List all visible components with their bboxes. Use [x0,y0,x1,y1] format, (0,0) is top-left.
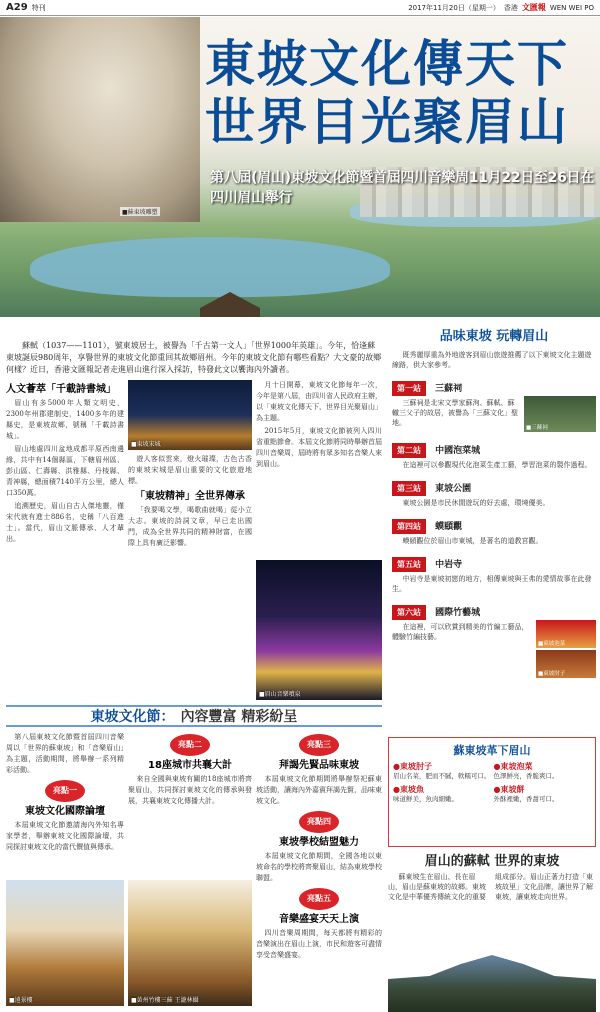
guide-intro: 既秀麗厚重為外地遊客到眉山旅遊推薦了以下東坡文化主題遊線路，供大家參考。 [392,351,592,369]
stop-desc: 在這裡，可以欣賞到精美的竹編工藝品，體驗竹編技藝。 [392,623,529,641]
itinerary-stop [388,552,600,594]
paragraph: 來自全國與東坡有關的18座城市將齊聚眉山，共同探討東坡文化的傳承與發展，共襄東坡文化傳播大計。 [128,775,252,805]
stop-body [392,620,596,678]
stop-place: 中國泡菜城 [435,446,481,456]
photo-caption: ■黃州竹樓三蘇 王瀧林攝 [131,997,199,1004]
pagoda-silhouette [388,952,596,1012]
food-item [393,784,491,804]
food-desc: 味道鮮美，魚肉細嫩。 [393,795,458,803]
hero-photo [0,17,600,317]
highlight-badge: 亮點三 [299,734,339,756]
highlight-title: 東坡學校結盟魅力 [279,837,359,848]
highlight-column-1 [6,732,124,855]
paragraph: 追溯歷史，眉山自古人傑地靈，僅宋代就有進士886名，史稱「八百進士」。當代，眉山文脈傳承、人才輩出。 [6,502,124,543]
highlight-badge: 亮點四 [299,811,339,833]
stop-place: 蟆頤觀 [435,522,463,532]
stop-body [392,396,596,432]
paragraph: 本屆東坡文化節邀請海內外知名專家學者，舉辦東坡文化國際論壇，共同探討東坡文化的當代價值與傳承。 [6,821,124,851]
highlight-title: 東坡文化國際論壇 [25,806,105,817]
section-band [6,705,382,727]
food-name: ●東坡餅 [493,785,525,794]
food-sidebox [388,737,596,847]
page-number: A29 [6,2,28,13]
paragraph: 眉山有多5000年人類文明史，2300年州郡建制史，1400多年的建縣史，是東坡故鄉，號稱「千載詩書城」。 [6,399,124,440]
food-photos [536,620,596,678]
photo-caption: ■東坡肘子 [538,671,566,677]
statue-caption: ■蘇東坡雕塑 [122,209,158,216]
highlight-badge: 亮點一 [45,780,85,802]
food-item [393,761,491,781]
stop-tag: 第二站 [392,443,426,458]
stop-tag: 第四站 [392,519,426,534]
itinerary-stop [388,600,600,678]
stop-desc: 三蘇祠是北宋文學家蘇洵、蘇軾、蘇轍三父子的故居，被譽為「三蘇文化」聖地。 [392,399,518,427]
badge-wrap [128,734,252,756]
intro-paragraph: 蘇軾（1037——1101），號東坡居士，被譽為「千古第一文人」「世界1000年英雄」。今年，恰逢蘇東坡誕辰980周年，享譽世界的東坡文化節重回其故鄉眉州。今年的東坡文化節有哪些看點？大文豪的故鄉何樣？近日，香港文匯報記者走進眉山進行深入採訪，特發此文以饗海內外讀者。 [6,341,382,374]
sansu-photo [524,396,596,432]
food-desc: 眉山名菜，肥而不膩，軟糯可口。 [393,772,491,780]
stop-tag: 第一站 [392,381,426,396]
itinerary-stop [388,376,600,432]
tower-photo [6,880,124,1006]
section-heading-2: 「東坡精神」全世界傳承 [135,491,245,502]
stop-desc: 蟆頤觀位於眉山市東城，是著名的道教宮觀。 [402,537,543,545]
food-desc: 色澤鮮亮，香脆爽口。 [493,772,559,780]
photo-caption: ■眉山音樂噴泉 [259,691,301,698]
badge-wrap [256,734,382,756]
brand-en: WEN WEI PO [549,3,594,12]
header-right [408,2,594,13]
brand-logo: 文匯報 [521,3,546,12]
paragraph: 遊人客似雲來，燈火璀璨，古色古香的東坡宋城是眉山重要的文化旅遊地標。 [128,455,252,485]
highlight-title: 18座城市共襄大計 [148,760,232,771]
highlight-badge: 亮點二 [170,734,210,756]
paragraph: 「我要喝文學，喝歌曲就喝」從小立大志。東坡的詩詞文章，早已走出國門，成為全世界共同的精神財富，在國際上具有廣泛影響。 [128,506,252,547]
sidebox-title: 蘇東坡革下眉山 [453,744,531,757]
stop-desc: 中岩寺是東坡初戀的地方，相傳東坡與王弗的愛情故事在此發生。 [392,575,592,593]
song-city-photo [128,380,252,450]
headline [205,35,569,151]
su-dongpo-statue [0,17,200,222]
paragraph: 2015年5月，東坡文化節被列入四川省重點節會。本屆文化節將同時舉辦首屆四川音樂周，屆時將有眾多知名音樂人來到眉山。 [256,427,382,468]
column-2 [128,454,252,551]
stop-tag: 第三站 [392,481,426,496]
pork-photo [536,650,596,678]
subheadline: 第八屆(眉山)東坡文化節暨首屆四川音樂周11月22日至26日在四川眉山舉行 [210,170,594,206]
page-header [0,0,600,16]
highlight-column-3 [256,732,382,963]
stop-place: 東坡公園 [435,484,472,494]
column-3 [256,380,382,472]
food-name: ●東坡泡菜 [493,762,533,771]
food-name: ●東坡肘子 [393,762,432,771]
food-item [494,761,592,781]
paragraph: 眉山地處四川盆地成都平原西南邊緣，共中有14個縣區，下轄眉州區、彭山區、仁壽縣、洪雅縣、丹棱縣、青神縣，總面積7140平方公里，總人口350萬。 [6,445,124,497]
itinerary-stop [388,438,600,470]
highlight-title: 音樂盛宴天天上演 [279,914,359,925]
highlight-badge: 亮點五 [299,888,339,910]
section-name: 特刊 [31,3,46,12]
badge-wrap [6,780,124,802]
world-title: 眉山的蘇軾 世界的東坡 [424,854,560,869]
stop-place: 中岩寺 [435,560,463,570]
city-label: 香港 [503,3,518,12]
itinerary-stop [388,514,600,546]
paragraph: 四川音樂周期間，每天都將有精彩的音樂演出在眉山上演，市民和遊客可盡情享受音樂盛宴。 [256,929,382,959]
headline-line2: 世界目光聚眉山 [205,92,569,151]
paragraph: 第八屆東坡文化節暨首屆四川音樂周以「世界的蘇東坡」和「音樂眉山」為主題，活動期間，將舉辦一系列精彩活動。 [6,733,124,774]
guide-title: 品味東坡 玩轉眉山 [439,329,549,344]
section-heading-1: 人文薈萃「千載詩書城」 [6,384,116,395]
sidebox-grid [393,761,591,804]
band-title-b: 內容豐富 精彩紛呈 [180,709,298,725]
itinerary-stop [388,476,600,508]
pagoda-photo [128,880,252,1006]
paragraph: 月十日開幕，東坡文化節每年一次，今年是第八屆，由四川省人民政府主辦，以「東坡文化傳天下，世界目光聚眉山」為主題。 [256,381,382,422]
stop-tag: 第五站 [392,557,426,572]
world-text: 蘇東坡生在眉山、長在眉山，眉山是蘇東坡的故鄉。東坡文化是中華優秀傳統文化的重要組成部分。眉山正著力打造「東坡故里」文化品牌，讓世界了解東坡，讓東坡走向世界。 [388,873,593,901]
paragraph: 本屆東坡文化節期間，全國各地以東坡命名的學校將齊聚眉山，結為東坡學校聯盟。 [256,852,382,882]
pickle-photo [536,620,596,648]
food-name: ●東坡魚 [393,785,424,794]
photo-caption: ■東坡宋城 [131,441,161,448]
lake-water [30,237,390,297]
photo-caption: ■三蘇祠 [526,425,548,431]
band-title-a: 東坡文化節： [90,709,175,725]
stop-desc: 在這裡可以參觀現代化泡菜生產工藝，學習泡菜的製作過程。 [402,461,592,469]
highlight-column-2 [128,732,252,809]
photo-caption: ■遠景樓 [9,997,33,1004]
issue-date: 2017年11月20日（星期一） [408,3,500,12]
fountain-photo [256,560,382,700]
food-item [494,784,592,804]
stop-tag: 第六站 [392,605,426,620]
column-1 [6,380,124,547]
world-dongpo-section [388,850,596,1012]
badge-wrap [256,811,382,833]
stop-place: 國際竹藝城 [435,608,481,618]
highlight-title: 拜謁先賢品味東坡 [279,760,359,771]
paragraph: 本屆東坡文化節期間將舉辦祭祀蘇東坡活動，讓海內外嘉賓拜謁先賢，品味東坡文化。 [256,775,382,805]
food-desc: 外酥裡嫩，香甜可口。 [493,795,559,803]
photo-caption: ■東坡泡菜 [538,641,566,647]
stop-place: 三蘇祠 [435,384,463,394]
stop-desc: 東坡公園是市民休閒遊玩的好去處，環境優美。 [402,499,550,507]
travel-guide-panel [388,317,600,678]
badge-wrap [256,888,382,910]
headline-line1: 東坡文化傳天下 [205,34,569,93]
